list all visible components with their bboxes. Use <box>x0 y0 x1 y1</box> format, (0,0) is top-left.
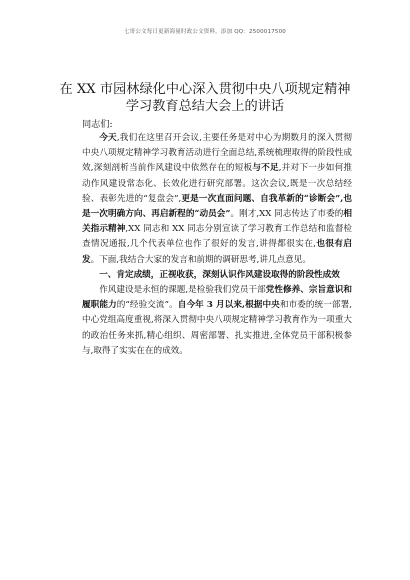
paragraph-2-run: 作风建设是永恒的课题,是检验我们党员干部 <box>99 285 266 296</box>
paragraph-1-run: ,并对下一步如何推动作风建设常态化、长效化进行研究部署。这次会议,既是一次总结经验、表彰先进的“复盘会”, <box>82 163 352 204</box>
paragraph-1-run: ,XX 同志和 XX 同志分别宣读了学习教育工作总结和监督检查情况通报,几个代表单位也作了很好的发言,讲得都很实在, <box>82 224 352 250</box>
document-title: 在 XX 市园林绿化中心深入贯彻中央八项规定精神学习教育总结大会上的讲话 <box>59 82 351 114</box>
section-heading-1: 一、肯定成绩，正视收获，深刻认识作风建设取得的阶段性成效 <box>99 269 340 280</box>
paragraph-2-run: 和市委的统一部署,中心党组高度重视,将深入贯彻中央八项规定精神学习教育作为一项重大的政治任务来抓,精心组织、周密部署、扎实推进,全体党员干部积极参与,取得了实实在在的成效。 <box>82 300 352 356</box>
paragraph-2-run: 自今年 3 月以来,根据中央 <box>177 300 280 311</box>
paragraph-1-run: ,我们在这里召开会议,主要任务是对中心为期数月的深入贯彻中央八项规定精神学习教育活动进行全面总结,系统梳理取得的阶段性成效,深刻剖析当前作风建设中依然存在的短板 <box>82 133 352 174</box>
paragraph-1-run: 更是一次直面问题、自我革新的“诊断会”,也是一次明确方向、再启新程的“动员会” <box>82 193 352 220</box>
paragraph-1-run: 。刚才,XX 同志传达了市委的 <box>230 209 344 220</box>
paragraph-1-run: 也很有启发 <box>82 239 352 265</box>
paragraph-1-run: 。下面,我结合大家的发言和前期的调研思考,讲几点意见。 <box>90 254 311 265</box>
salutation: 同志们: <box>82 119 113 130</box>
paragraph-2-run: 党性修养、宗旨意识和履职能力 <box>82 285 352 311</box>
header-note: 七哥公文每日更新海量时政公文资料，添加 QQ：2500017500 <box>123 29 286 35</box>
paragraph-1-run: 相关指示精神 <box>82 209 352 235</box>
paragraph-1-run: 今天 <box>99 133 117 143</box>
paragraph-1-run: 与不足 <box>252 163 279 174</box>
paragraph-2 <box>82 283 352 359</box>
document-body <box>82 131 352 359</box>
paragraph-2-run: 的“经验交流”。 <box>116 300 178 311</box>
paragraph-1 <box>82 131 352 268</box>
